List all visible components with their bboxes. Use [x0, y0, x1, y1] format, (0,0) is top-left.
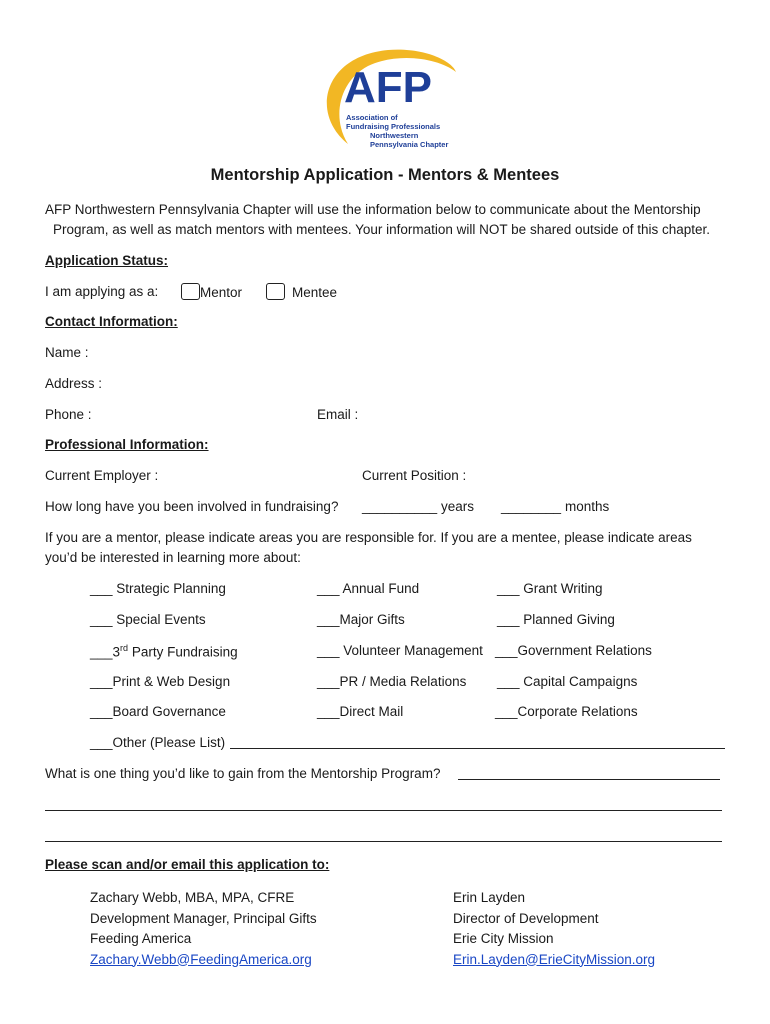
- years-blank[interactable]: __________: [362, 499, 438, 514]
- logo-line-3: Northwestern: [370, 131, 419, 140]
- professional-heading: Professional Information:: [45, 437, 209, 452]
- logo-line-1: Association of: [346, 113, 398, 122]
- area-third-party-suffix: Party Fundraising: [128, 644, 238, 660]
- area-corporate-relations[interactable]: ___Corporate Relations: [495, 704, 638, 719]
- involvement-question: How long have you been involved in fundraising?: [45, 499, 339, 514]
- contact-2-name: Erin Layden: [453, 890, 526, 905]
- years-label: years: [441, 499, 475, 514]
- area-volunteer-management[interactable]: ___ Volunteer Management: [317, 643, 483, 658]
- area-third-party-prefix: ___3: [90, 644, 121, 660]
- area-special-events[interactable]: ___ Special Events: [90, 612, 206, 627]
- mentee-option[interactable]: [266, 283, 337, 300]
- contact-1-email-link[interactable]: Zachary.Webb@FeedingAmerica.org: [90, 951, 312, 967]
- logo-line-2: Fundraising Professionals: [346, 122, 441, 131]
- area-capital-campaigns[interactable]: ___ Capital Campaigns: [497, 674, 638, 689]
- logo-line-4: Pennsylvania Chapter: [370, 140, 449, 149]
- applying-as-label: I am applying as a:: [45, 284, 159, 299]
- contact-2-org: Erie City Mission: [453, 931, 554, 946]
- intro-line-2: Program, as well as match mentors with mentees. Your information will NOT be shared outside of this chapter.: [53, 222, 711, 237]
- area-government-relations[interactable]: ___Government Relations: [495, 643, 652, 658]
- contact-card-2: [453, 888, 655, 970]
- area-planned-giving[interactable]: ___ Planned Giving: [497, 612, 615, 627]
- email-label: Email :: [317, 407, 359, 422]
- gain-answer-line-1[interactable]: [458, 779, 720, 780]
- areas-prompt-line-1: If you are a mentor, please indicate areas you are responsible for. If you are a mentee, please indicate areas: [45, 530, 692, 545]
- phone-label: Phone :: [45, 407, 92, 422]
- mentee-checkbox[interactable]: [266, 283, 285, 300]
- logo-acronym: AFP: [344, 63, 432, 112]
- contact-heading: Contact Information:: [45, 314, 178, 329]
- contact-2-email-link[interactable]: Erin.Layden@ErieCityMission.org: [453, 951, 656, 967]
- other-fill-line[interactable]: [230, 748, 725, 749]
- area-grant-writing[interactable]: ___ Grant Writing: [497, 581, 603, 596]
- contact-1-org: Feeding America: [90, 931, 192, 946]
- area-third-party-fundraising[interactable]: [90, 643, 238, 660]
- contact-card-1: [90, 888, 317, 970]
- gain-answer-line-2[interactable]: [45, 810, 722, 811]
- position-label: Current Position :: [362, 468, 467, 483]
- send-to-heading: Please scan and/or email this application to:: [45, 857, 330, 872]
- intro-paragraph: [45, 200, 735, 240]
- area-other[interactable]: ___Other (Please List): [90, 735, 226, 750]
- months-label: months: [565, 499, 610, 514]
- area-strategic-planning[interactable]: ___ Strategic Planning: [90, 581, 226, 596]
- page-title: Mentorship Application - Mentors & Mentees: [210, 166, 560, 184]
- mentor-label: Mentor: [200, 285, 243, 300]
- area-print-web-design[interactable]: ___Print & Web Design: [90, 674, 231, 689]
- contact-1-name: Zachary Webb, MBA, MPA, CFRE: [90, 890, 295, 905]
- contact-2-title: Director of Development: [453, 910, 599, 926]
- area-pr-media-relations[interactable]: ___PR / Media Relations: [317, 674, 467, 689]
- contact-1-title: Development Manager, Principal Gifts: [90, 910, 317, 926]
- address-label: Address :: [45, 376, 103, 391]
- gain-answer-line-3[interactable]: [45, 841, 722, 842]
- afp-logo: [318, 44, 458, 154]
- mentee-label: Mentee: [292, 285, 338, 300]
- areas-prompt-line-2: you’d be interested in learning more about:: [45, 550, 301, 565]
- area-direct-mail[interactable]: ___Direct Mail: [317, 704, 404, 719]
- area-annual-fund[interactable]: ___ Annual Fund: [317, 581, 420, 596]
- intro-line-1: AFP Northwestern Pennsylvania Chapter will use the information below to communicate about the Mentorship: [45, 202, 701, 217]
- areas-prompt: [45, 528, 735, 568]
- area-third-party-sup: rd: [120, 643, 129, 653]
- area-board-governance[interactable]: ___Board Governance: [90, 704, 226, 719]
- months-blank[interactable]: ________: [501, 499, 562, 514]
- mentor-option[interactable]: [181, 283, 242, 300]
- gain-question: What is one thing you’d like to gain from the Mentorship Program?: [45, 766, 441, 781]
- name-label: Name :: [45, 345, 89, 360]
- area-major-gifts[interactable]: ___Major Gifts: [317, 612, 405, 627]
- afp-logo-swoosh-icon: [318, 44, 458, 154]
- application-status-heading: Application Status:: [45, 253, 169, 268]
- mentor-checkbox[interactable]: [181, 283, 200, 300]
- employer-label: Current Employer :: [45, 468, 159, 483]
